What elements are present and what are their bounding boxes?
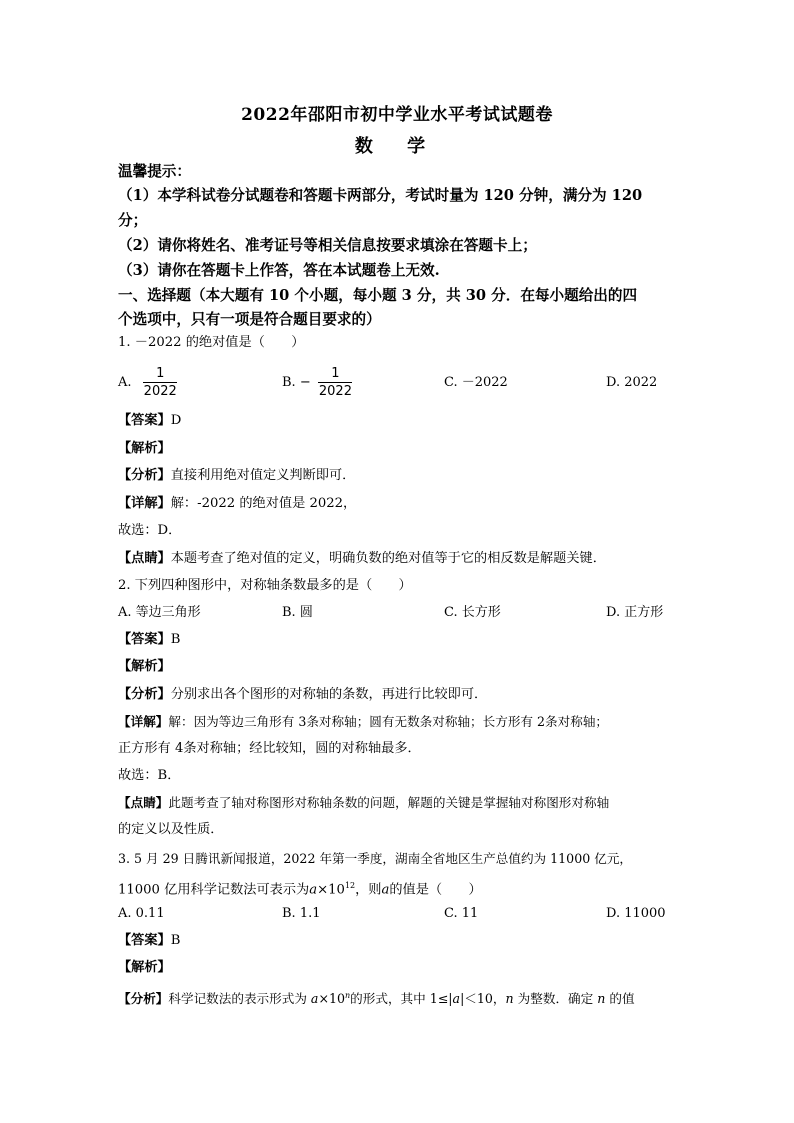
xiangjie-tag: 【详解】	[118, 496, 171, 511]
q3-stem-var-a-2: a	[381, 882, 390, 898]
q3-fenxi-var-n: n	[505, 991, 514, 1007]
q3-option-a: A. 0.11	[118, 906, 165, 921]
q1-dianjing	[118, 549, 678, 569]
xiangjie-tag: 【详解】	[118, 714, 169, 729]
notice-item-3: （3）请你在答题卡上作答，答在本试题卷上无效.	[118, 262, 440, 279]
q1-dianjing-text: 本题考查了绝对值的定义，明确负数的绝对值等于它的相反数是解题关键．	[170, 551, 606, 566]
notice-heading: 温馨提示：	[118, 163, 191, 180]
q3-fenxi-text-e: 的值	[605, 991, 635, 1007]
notice-item-2: （2）请你将姓名、准考证号等相关信息按要求填涂在答题卡上；	[118, 237, 537, 254]
q2-xiangjie-text-1: 解：因为等边三角形有 3条对称轴；圆有无数条对称轴；长方形有 2条对称轴；	[168, 714, 609, 729]
q3-analysis-tag	[118, 958, 678, 978]
q3-fenxi-var-a-2: a	[452, 991, 461, 1007]
q1-xiangjie	[118, 494, 678, 514]
dianjing-tag: 【点睛】	[118, 551, 171, 566]
subject-title: 数 学	[354, 136, 440, 157]
q3-fenxi-text-b: 的形式，其中 1≤|	[350, 991, 453, 1007]
q1-option-b-sign: −	[299, 375, 311, 390]
section-heading-line-1: 一、选择题（本大题有 10 个小题，每小题 3 分，共 30 分．在每小题给出的四	[118, 287, 638, 304]
notice-item-1-line-2: 分；	[118, 212, 148, 229]
q3-answer-value: B	[170, 933, 181, 948]
q2-option-c: C. 长方形	[444, 605, 501, 620]
fenxi-tag: 【分析】	[118, 468, 171, 483]
q2-option-b: B. 圆	[282, 605, 313, 620]
q3-option-c: C. 11	[444, 906, 479, 921]
q3-fenxi-text-d: 为整数．确定	[513, 991, 598, 1007]
q1-option-b-fraction	[317, 365, 354, 400]
q1-option-c: C. －2022	[444, 375, 508, 390]
q2-choice-line: 故选：B．	[118, 768, 181, 783]
q1-option-a-numerator: 1	[156, 366, 165, 381]
q2-option-d: D. 正方形	[606, 605, 664, 620]
q2-option-a: A. 等边三角形	[118, 605, 201, 620]
q1-option-a-fraction	[142, 365, 179, 400]
analysis-tag: 【解析】	[118, 960, 171, 975]
q3-fenxi-var-n-2: n	[597, 991, 606, 1007]
q1-stem: 1. －2022 的绝对值是（ ）	[118, 335, 305, 350]
q2-analysis-tag	[118, 657, 678, 677]
q2-dianjing-line-2: 的定义以及性质．	[118, 822, 224, 837]
answer-tag: 【答案】	[118, 933, 171, 948]
q2-dianjing-text-1: 此题考查了轴对称图形对称轴条数的问题，解题的关键是掌握轴对称图形对称轴	[168, 795, 610, 810]
q1-option-b-numerator: 1	[331, 366, 340, 381]
q3-stem-line-2	[118, 876, 678, 900]
q3-fenxi-times: ×10	[318, 991, 346, 1007]
q1-xiangjie-text: 解：-2022 的绝对值是 2022，	[170, 496, 357, 511]
q1-option-a-denominator: 2022	[143, 384, 177, 399]
q3-stem-line-1: 3. 5 月 29 日腾讯新闻报道，2022 年第一季度，湖南全省地区生产总值约为 11000 亿元，	[118, 851, 633, 866]
analysis-tag: 【解析】	[118, 659, 171, 674]
q3-stem-text-b: ，则	[355, 882, 382, 898]
q3-stem-var-a: a	[309, 882, 318, 898]
q1-option-d: D. 2022	[606, 375, 658, 390]
q2-dianjing-line-1	[118, 793, 678, 813]
q1-option-b-label: B.	[282, 375, 296, 390]
q3-stem-exponent: 12	[344, 881, 356, 890]
q3-fenxi-text-c: |＜10，	[460, 991, 506, 1007]
q1-option-a	[118, 365, 179, 400]
q2-answer	[118, 630, 678, 650]
fenxi-tag: 【分析】	[118, 991, 169, 1007]
q1-answer-value: D	[170, 413, 182, 428]
answer-tag: 【答案】	[118, 632, 171, 647]
q1-option-a-label: A.	[118, 375, 132, 390]
q3-option-b: B. 1.1	[282, 906, 321, 921]
q1-analysis-tag	[118, 439, 678, 459]
q3-fenxi-exponent: n	[345, 991, 351, 1000]
q3-stem-text-a: 11000 亿用科学记数法可表示为	[118, 882, 310, 898]
q1-choice-line: 故选：D．	[118, 523, 182, 538]
section-heading-line-2: 个选项中，只有一项是符合题目要求的）	[118, 311, 381, 328]
q3-fenxi	[118, 986, 678, 1009]
q3-fenxi-text-a: 科学记数法的表示形式为	[168, 991, 311, 1007]
answer-tag: 【答案】	[118, 413, 171, 428]
q1-answer	[118, 411, 678, 431]
q2-answer-value: B	[170, 632, 181, 647]
q2-stem: 2. 下列四种图形中，对称轴条数最多的是（ ）	[118, 578, 412, 593]
q2-xiangjie-line-1	[118, 712, 678, 732]
q3-fenxi-var-a: a	[310, 991, 319, 1007]
analysis-tag: 【解析】	[118, 441, 171, 456]
q2-fenxi-text: 分别求出各个图形的对称轴的条数，再进行比较即可．	[170, 687, 488, 702]
q2-fenxi	[118, 685, 678, 705]
q3-answer	[118, 931, 678, 951]
exam-title: 2022年邵阳市初中学业水平考试试题卷	[241, 105, 553, 125]
notice-item-1-line-1: （1）本学科试卷分试题卷和答题卡两部分，考试时量为 120 分钟，满分为 120	[118, 187, 643, 204]
q1-option-b-denominator: 2022	[318, 384, 352, 399]
q2-xiangjie-line-2: 正方形有 4条对称轴；经比较知，圆的对称轴最多．	[118, 741, 421, 756]
q3-stem-text-c: 的值是（ ）	[389, 882, 482, 898]
q1-option-b	[282, 365, 354, 400]
q1-fenxi-text: 直接利用绝对值定义判断即可．	[170, 468, 356, 483]
fenxi-tag: 【分析】	[118, 687, 171, 702]
q1-fenxi	[118, 466, 678, 486]
q3-option-d: D. 11000	[606, 906, 666, 921]
dianjing-tag: 【点睛】	[118, 795, 169, 810]
q3-stem-times: ×10	[317, 882, 345, 898]
